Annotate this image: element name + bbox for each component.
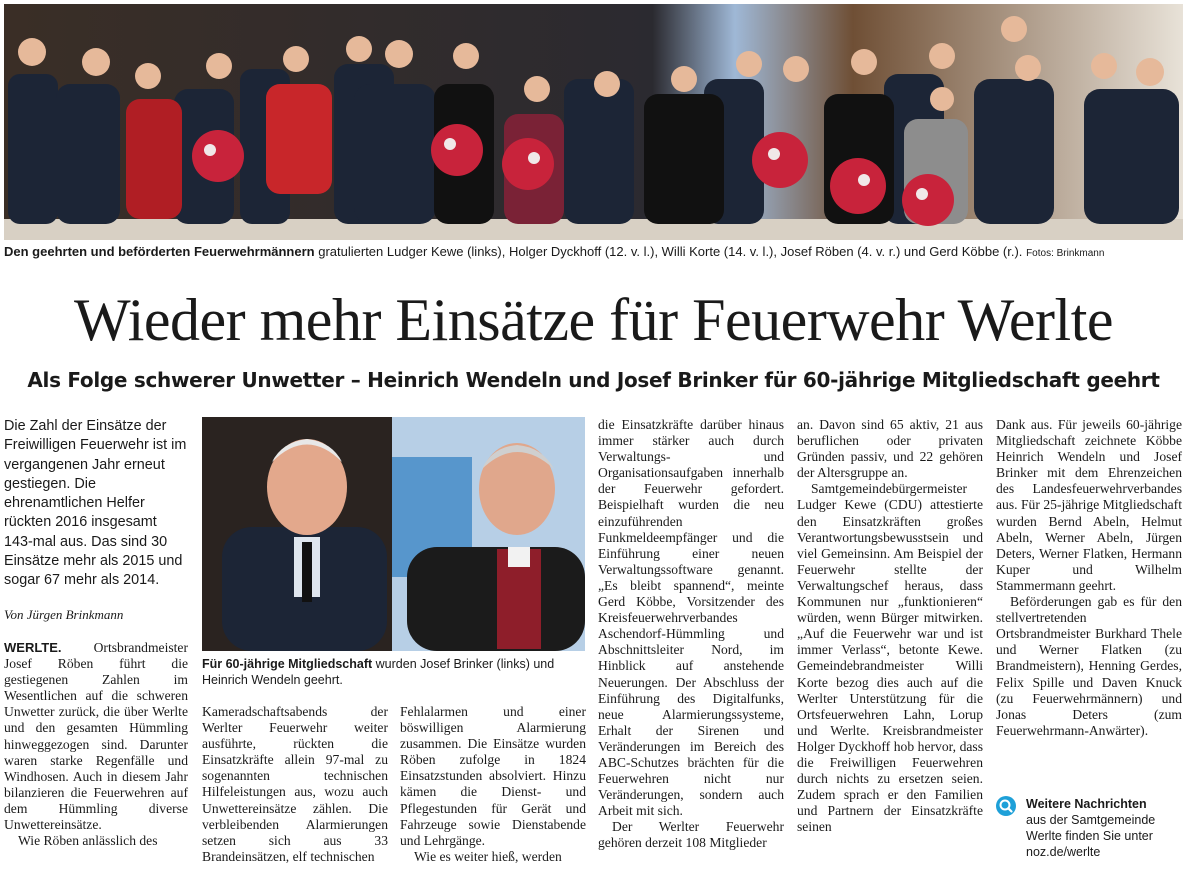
column-1-paragraph-2: Wie Röben anlässlich des [18,833,158,849]
column-3-paragraph-2: Wie es weiter hieß, werden [414,848,562,864]
lead-paragraph: Die Zahl der Einsätze der Freiwilligen Feuerwehr ist im vergangenen Jahr erneut gestiegen. Die ehrenamtlichen Helfer rückten 2016 insgesamt 143-mal aus. Das sind 30 Einsätze mehr als 2015 und sogar 67 mehr als 2014. [4,418,187,589]
portrait-caption-lead: Für 60-jährige Mitgliedschaft [202,657,373,671]
portrait-caption [202,656,592,688]
column-4-paragraph-1: die Einsatzkräfte darüber hinaus immer stärker auch durch Verwaltungs- und Organisationsaufgaben innerhalb der Feuerwehr gefordert. Beispielhaft wurden die neu einzuführenden Funkmeldeempfänger und die Einführung einer neuen Verwaltungssoftware genannt. „Es bleibt spannend“, meinte Gerd Köbbe, Vorsitzender des Kreisfeuerwehrverbandes Aschendorf-Hümmling und Abschnittsleiter Nord, im Hinblick auf anstehende Neuerungen. Der Abschluss der Einführung des Digitalfunks, neue Alarmierungssysteme, Erhalt der Sirenen und Veränderungen im Bereich des ABC-Schutzes brächten für die Feuerwehren nicht nur Veränderungen, sondern auch Arbeit mit sich. [598,417,784,819]
article-column-2 [202,704,388,865]
column-5-paragraph-1: an. Davon sind 65 aktiv, 21 aus beruflichen oder privaten Gründen passiv, und 22 gehören der Altersgruppe an. [797,417,983,481]
article-column-5 [797,417,983,835]
column-6-paragraph-1: Dank aus. Für jeweils 60-jährige Mitgliedschaft zeichnete Köbbe Heinrich Wendeln und Josef Brinker mit dem Ehrenzeichen des Landesfeuerwehrverbandes aus. Für 25-jährige Mitgliedschaft wurden Bernd Abeln, Helmut Abeln, Werner Abeln, Jürgen Deters, Werner Flatken, Hermann Kuper und Wilhelm Stammermann geehrt. [996,417,1182,593]
column-2-paragraph-1: Kameradschaftsabends der Werlter Feuerwehr weiter ausführte, rückten die Einsatzkräfte allein 97-mal zu sogenannten technischen Hilfeleistungen aus, wozu auch Unwettereinsätze zählen. Die verbleibenden Alarmierungen setzen sich aus 33 Brandeinsätzen, elf technischen [202,704,388,864]
article-column-1 [4,640,188,849]
subheadline: Als Folge schwerer Unwetter – Heinrich Wendeln und Josef Brinker für 60-jährige Mitgliedschaft geehrt [27,368,1160,392]
column-3-paragraph-1: Fehlalarmen und einer böswilligen Alarmierung zusammen. Die Einsätze wurden Röben zufolge in 1824 Einsatzstunden absolviert. Hinzu kämen die Dienst- und Pflegestunden für Gerät und Fahrzeuge sowie Dienstabende und Lehrgänge. [400,704,586,848]
article-column-3 [400,704,586,865]
group-photo [4,4,1183,240]
column-6-paragraph-2: Beförderungen gab es für den stellvertretenden Ortsbrandmeister Burkhard Thele und Werner Flatken (zu Brandmeistern), Henning Gerdes, Felix Spille und Daven Knuck (zu Feuerwehrmännern) und Jonas Deters (zum Feuerwehrmann-Anwärter). [996,594,1182,738]
more-news-title: Weitere Nachrichten [1026,797,1147,811]
photo-caption [4,244,1183,262]
more-news-text: aus der Samtgemeinde Werlte finden Sie unter [1026,813,1156,843]
headline: Wieder mehr Einsätze für Feuerwehr Werlte [74,287,1113,353]
column-1-paragraph-1: Ortsbrandmeister Josef Röben führt die gestiegenen Zahlen im Wesentlichen auf die schweren Unwetter zurück, die über Werlte und den gesamten Hümmling hinweggezogen sind. Darunter waren starke Regenfälle und Windhosen. Auch in diesem Jahr bilanzieren die Feuerwehren auf dem Hümmling diverse Unwettereinsätze. [4,640,188,833]
column-4-paragraph-2: Der Werlter Feuerwehr gehören derzeit 108 Mitglieder [598,819,784,851]
dateline: WERLTE. [4,640,62,655]
caption-lead: Den geehrten und beförderten Feuerwehrmännern [4,244,315,259]
more-news-link[interactable]: noz.de/werlte [1026,845,1101,859]
caption-text: gratulierten Ludger Kewe (links), Holger Dyckhoff (12. v. l.), Willi Korte (14. v. l.), Josef Röben (4. v. r.) und Gerd Köbbe (r.). [314,244,1023,259]
article-column-4 [598,417,784,852]
portrait-caption-text: wurden Josef Brinker (links) und Heinrich Wendeln geehrt. [202,657,555,687]
article-column-6 [996,417,1182,739]
column-5-paragraph-2: Samtgemeindebürgermeister Ludger Kewe (CDU) attestierte den Einsatzkräften großes Verantwortungsbewusstsein und viel Gemeinsinn. Am Beispiel der Feuerwehr stellte der Verwaltungschef heraus, dass Kommunen nur „funktionieren“ würden, wenn Bürger mitwirken. „Auf die Feuerwehr war und ist immer Verlass“, betonte Kewe. Gemeindebrandmeister Willi Korte bezog dies auch auf die Werlter Unterstützung für die Ortsfeuerwehren Lahn, Lorup und Werlte. Kreisbrandmeister Holger Dyckhoff hob hervor, dass die Freiwilligen Feuerwehren durch nichts zu ersetzen seien. Zudem sprach er den Familien und Partnern der Einsatzkräfte seinen [797,481,983,835]
photo-credit: Fotos: Brinkmann [1026,248,1105,259]
byline: Von Jürgen Brinkmann [4,607,124,622]
portrait-photo [202,417,585,651]
search-icon [996,796,1016,816]
